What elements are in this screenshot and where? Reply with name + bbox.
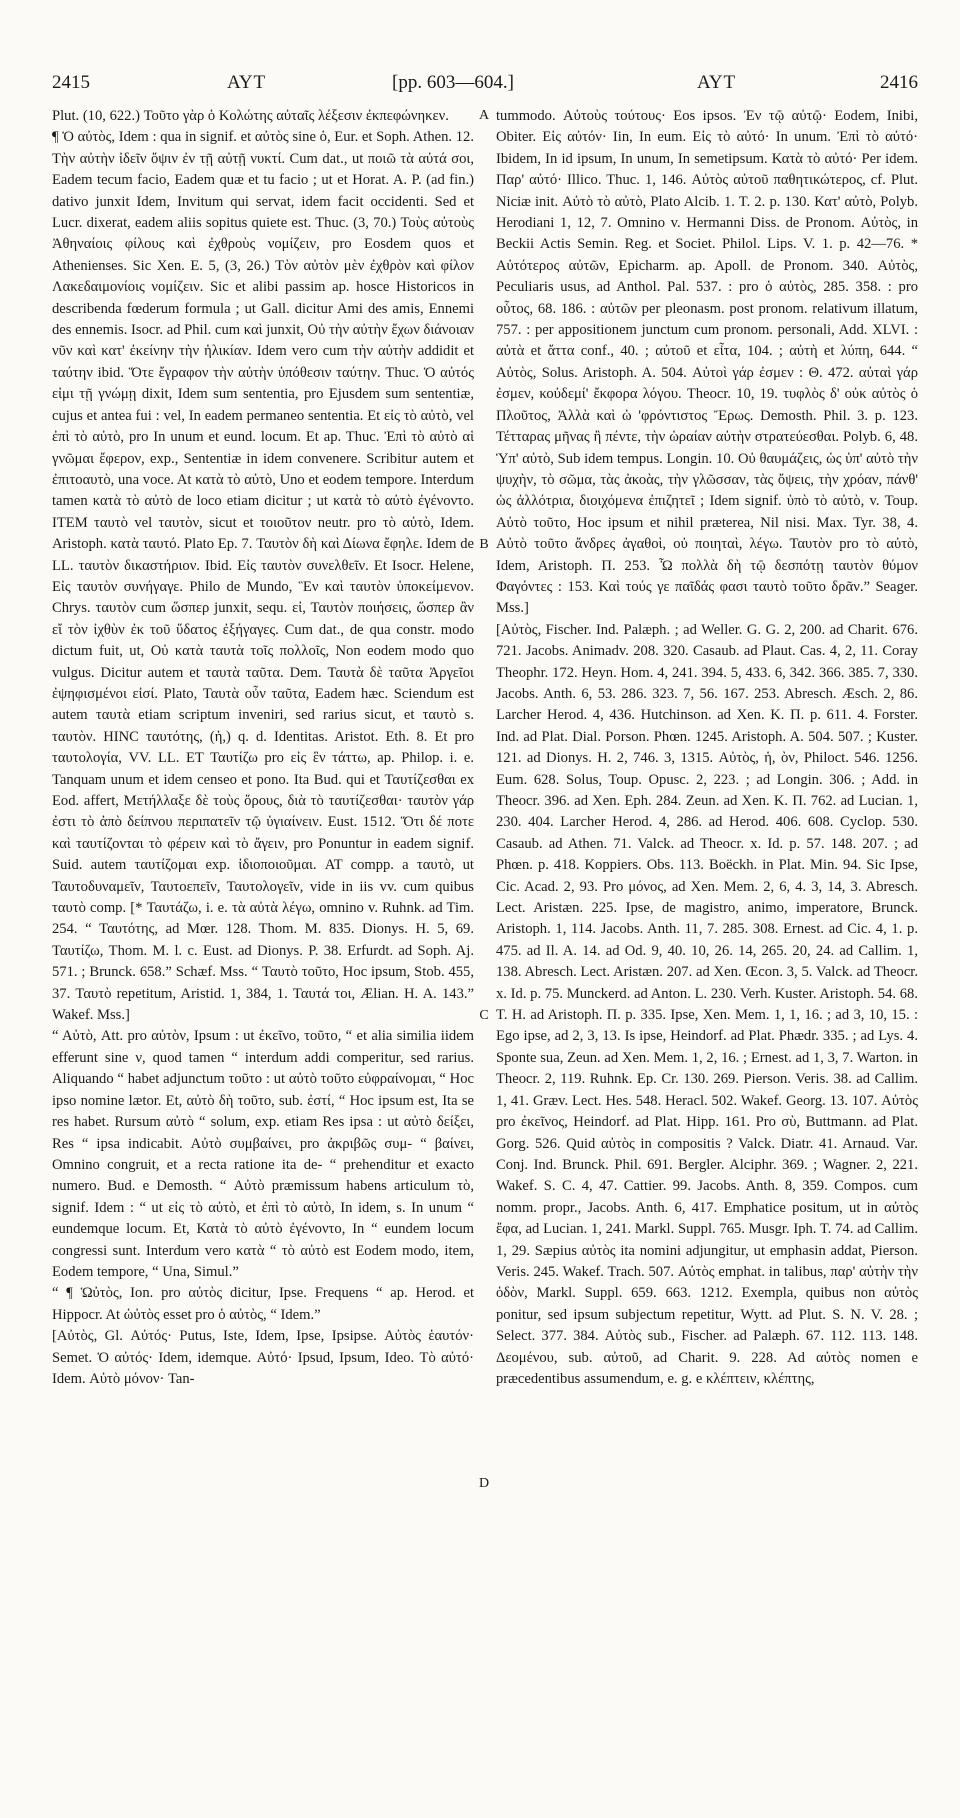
- entry-paragraph: [Αὐτὸς, Fischer. Ind. Palæph. ; ad Weller. G. G. 2, 200. ad Charit. 676. 721. Jacobs. Animadv. 208. 320. Casaub. ad Plaut. Cas. 4, 2, 11. Coray Theophr. 172. Heyn. Hom. 4, 241. 394. 5, 433. 6, 342. 366. 385. 7, 330. Jacobs. Anth. 6, 53. 286. 323. 7, 56. 167. 253. Abresch. Æsch. 2, 86. Larcher Herod. 4, 436. Hutchinson. ad Xen. K. Π. p. 611. 4. Forster. Ind. ad Plat. Dial. Porson. Phœn. 1245. Aristoph. A. 504. 507. ; Kuster. 121. ad Dionys. H. 2, 746. 3, 1315. Αὐτὸς, ἡ, ὸν, Philoct. 546. 1256. Eum. 628. Solus, Toup. Opusc. 2, 223. ; ad Longin. 306. ; Add. in Theocr. 396. ad Xen. Eph. 284. Zeun. ad Xen. K. Π. 762. ad Lucian. 1, 230. 404. Larcher Herod. 4, 286. ad Herod. 406. 608. Cyclop. 530. Casaub. ad Athen. 71. Valck. ad Theocr. x. Id. p. 57. 148. 207. ; ad Phœn. p. 418. Koppiers. Obs. 113. Boëckh. in Plat. Min. 94. Sic Ipse, Cic. Acad. 2, 93. Pro μόνος, ad Xen. Mem. 2, 6, 4. 3, 14, 3. Abresch. Lect. Aristæn. 225. Ipse, de magistro, animo, imperatore, Brunck. Aristoph. 1, 114. Jacobs. Anth. 11, 7. 285. 308. Ernest. ad Cic. 4, 1. p. 475. ad Il. A. 14. ad Od. 9, 40. 10, 26. 14, 265. 20, 24. ad Callim. 1, 138. Abresch. Lect. Aristæn. 207. ad Xen. Œcon. 3, 5. Valck. ad Theocr. x. Id. p. 75. Munckerd. ad Anton. L. 230. Verh. Kuster. Aristoph. 54. 68. T. H. ad Aristoph. Π. p. 335. Ipse, Xen. Mem. 1, 1, 16. ; ad 3, 10, 15. : Ego ipse, ad 2, 3, 13. Is ipse, Heindorf. ad Plat. Phædr. 335. ; ad Lys. 4. Sponte sua, Zeun. ad Xen. Mem. 1, 2, 16. ; Ernest. ad 1, 3, 7. Warton. in Theocr. 2, 119. Ruhnk. Ep. Cr. 130. 269. Pierson. Veris. 38. ad Callim. 1, 41. Græv. Lect. Hes. 548. Heracl. 502. Wakef. Georg. 13. 107. Αὐτὸς pro ἐκεῖνος, Heindorf. ad Plat. Hipp. 161. Pro σὺ, Buttmann. ad Plat. Gorg. 526. Quid αὐτὸς in compositis ? Valck. Diatr. 41. Arnaud. Var. Conj. Ind. Brunck. Phil. 691. Bergler. Alciphr. 369. ; Wagner. 2, 221. Wakef. S. C. 4, 47. Cattier. 99. Jacobs. Anth. 8, 359. Compos. cum nomm. propr., Jacobs. Anth. 6, 417. Emphatice positum, ut in αὐτὸς ἔφα, ad Lucian. 1, 241. Markl. Suppl. 765. Musgr. Iph. T. 74. ad Callim. 1, 29. Sæpius αὐτὸς ita nomini adjungitur, ut emphasin addat, Pierson. Veris. 245. Wakef. Trach. 507. Αὐτὸς emphat. in talibus, παρ' αὐτὴν τὴν ὁδὸν, Markl. Suppl. 659. 663. 1212. Exempla, quibus non αὐτὸς ponitur, sed ipsum subjectum repetitur, Wytt. ad Plut. S. N. V. 28. ; Select. 377. 384. Αὐτὸς sub., Fischer. ad Palæph. 67. 112. 113. 148. Δεομένου, sub. αὐτοῦ, ad Charit. 9. 228. Ad αὐτὸς nomen e præcedentibus assumendum, e. g. e κλέπτειν, κλέπτης,: [496, 621, 918, 1387]
- section-marker-a: A: [478, 108, 490, 123]
- entry-paragraph: tummodo. Αὐτοὺς τούτους· Eos ipsos. Ἐν τῷ αὐτῷ· Eodem, Inibi, Obiter. Εἰς αὐτόν· Iin, In eum. Εἰς τὸ αὐτό· In unum. Ἐπὶ τὸ αὐτό· Ibidem, In id ipsum, In unum, In semetipsum. Κατὰ τὸ αὐτό· Per idem. Παρ' αὐτό· Illico. Thuc. 1, 146. Αὐτὸς αὐτοῦ παθητικώτερος, cf. Plut. Niciæ init. Αὐτὸ τὸ αὐτὸ, Plato Alcib. 1. T. 2. p. 130. Κατ' αὐτὸ, Polyb. Herodiani 1, 12, 7. Omnino v. Hermanni Diss. de Pronom. Αὐτὸς, in Beckii Actis Semin. Reg. et Societ. Philol. Lips. V. 1. p. 42—76. * Αὐτότερος αὐτῶν, Epicharm. ap. Apoll. de Pronom. 340. Αὐτὸς, Peculiaris usus, ad Anthol. Pal. 537. : pro ὁ αὐτὸς, 285. 358. : pro οὗτος, 68. 186. : αὐτῶν per pleonasm. post pronom. relativum illatum, 757. : per appositionem junctum cum pronom. personali, Add. XLVI. : αὐτὰ et ἄττα conf., 40. ; αὐτοῦ et εἶτα, 104. ; αὐτὴ et λύπη, 644. “ Αὐτὸς, Solus. Aristoph. A. 504. Αὐτοὶ γάρ ἐσμεν : Θ. 472. αὐταὶ γάρ ἐσμεν, κοὐδεμί' ἔκφορα λόγου. Theocr. 10, 19. τυφλὸς δ' οὐκ αὐτὸς ὁ Πλοῦτος, Ἀλλὰ καὶ ὡ 'φρόντιστος Ἔρως. Demosth. Phil. 3. p. 123. Τέτταρας μῆνας ἢ πέντε, τὴν ὡραίαν αὐτὴν στρατεύεσθαι. Polyb. 6, 48. Ὑπ' αὐτὸ, Sub idem tempus. Longin. 10. Οὐ θαυμάζεις, ὡς ὑπ' αὐτὸ τὴν ψυχὴν, τὸ σῶμα, τὰς ἀκοὰς, τὴν γλῶσσαν, τὰς ὄψεις, τὴν χρόαν, πάνθ' ὡς ἀλλότρια, διοιχόμενα ἐπιζητεῖ ; Idem signif. ὑπὸ τὸ αὐτὸ, v. Toup. Αὐτὸ τοῦτο, Hoc ipsum et nihil præterea, Nil nisi. Max. Tyr. 38, 4. Αὐτὸ τοῦτο ἄνδρες ἀγαθοὶ, οὐ ποιηταὶ, λέγω. Ταυτὸν pro τὸ αὐτὸ, Idem, Aristoph. Π. 253. Ὦ πολλὰ δὴ τῷ δεσπότῃ ταυτὸν θύμον Φαγόντες : 153. Καὶ τούς γε παῖδάς φασι ταυτὸ τοῦτο δρᾶν.” Seager. Mss.]: [496, 108, 918, 617]
- column-number-left: 2415: [52, 72, 90, 93]
- column-number-right: 2416: [880, 72, 918, 93]
- right-column: [496, 106, 918, 1796]
- entry-paragraph: “ Αὐτὸ, Att. pro αὐτὸν, Ipsum : ut ἐκεῖνο, τοῦτο, “ et alia similia iidem efferunt sine ν, quod tamen “ interdum addi comperitur, sed rarius. Aliquando “ habet adjunctum τοῦτο : ut αὐτὸ τοῦτο εὐφραίνομαι, “ Hoc ipso nomine lætor. Et, αὐτὸ δὴ τοῦτο, sub. ἐστί, “ Hoc ipsum est, Ita se res habet. Rursum αὐτὸ “ solum, exp. etiam Res ipsa : ut αὐτὸ δείξει, Res “ ipsa indicabit. Αὐτὸ συμβαίνει, pro ἀκριβῶς συμ- “ βαίνει, Omnino congruit, et a recta ratione ita de- “ prehenditur et exacto numero. Bud. e Demosth. “ Αὐτὸ præmissum habens articulum τὸ, signif. Idem : “ ut εἰς τὸ αὐτὸ, et ἐπὶ τὸ αὐτὸ, In idem, s. In unum “ eundemque locum. Et, Κατὰ τὸ αὐτὸ ἐγένοντο, In “ eundem locum congressi sunt. Interdum vero κατὰ “ τὸ αὐτὸ est Eodem modo, item, Eodem tempore, “ Una, Simul.”: [52, 1028, 474, 1280]
- running-header: [52, 72, 918, 102]
- headword-right: ΑΥΤ: [697, 72, 737, 93]
- left-column: [52, 106, 474, 1796]
- page-reference: [pp. 603—604.]: [392, 72, 514, 93]
- headword-left: ΑΥΤ: [227, 72, 267, 93]
- section-marker-d: D: [478, 1476, 490, 1491]
- entry-paragraph: ¶ Ὁ αὐτὸς, Idem : qua in signif. et αὐτὸς sine ὁ, Eur. et Soph. Athen. 12. Τὴν αὐτὴν ἰδεῖν ὄψιν ἐν τῇ αὐτῇ νυκτί. Cum dat., ut ποιῶ τὰ αὐτά σοι, Eadem tecum facio, Eadem quæ et tu facio ; ut et Horat. A. P. (ad fin.) dativo junxit Idem, Invitum qui servat, idem facit occidenti. Sed et Lucr. dixerat, eadem aliis sopitus quiete est. Thuc. (3, 70.) Τοὺς αὐτοὺς Ἀθηναίοις φίλους καὶ ἐχθροὺς νομίζειν, pro Eosdem quos et Athenienses. Sic Xen. E. 5, (3, 26.) Τὸν αὐτὸν μὲν ἐχθρὸν καὶ φίλον Λακεδαιμονίοις νομίζειν. Sic et alibi passim ap. hosce Historicos in describenda fœderum formula ; ut Gall. dicitur Ami des amis, Ennemi des ennemis. Isocr. ad Phil. cum καὶ junxit, Οὐ τὴν αὐτὴν ἔχων διάνοιαν νῦν καὶ κατ' ἐκείνην τὴν ἡλικίαν. Idem vero cum τὴν αὐτὴν addidit et ταύτην ibid. Ὅτε ἔγραφον τὴν αὐτὴν ὑπόθεσιν ταύτην. Thuc. Ὁ αὐτός εἰμι τῇ γνώμῃ dixit, Idem sum sententia, pro Ejusdem sum sententiæ, cujus et antea fui : vel, In eadem permaneo sententia. Et εἰς τὸ αὐτὸ, vel ἐπὶ τὸ αὐτὸ, pro In unum et eund. locum. Et ap. Thuc. Ἐπὶ τὸ αὐτὸ αἱ γνῶμαι ἔφερον, exp., Sententiæ in idem convenere. Scribitur autem et ἐπιτοαυτὸ, una voce. At κατὰ τὸ αὐτὸ, Uno et eodem tempore. Interdum tamen κατὰ τὸ αὐτὸ de loco etiam dicitur ; ut κατὰ τὸ αὐτὸ ἐγένοντο. ITEM ταυτὸ vel ταυτὸν, sicut et τοιοῦτον neutr. pro τὸ αὐτὸ, Idem. Aristoph. κατὰ ταυτό. Plato Ep. 7. Ταυτὸν δὴ καὶ Δίωνα ἔφηλε. Idem de LL. ταυτὸν δικαστήριον. Ibid. Εἰς ταυτὸν συνελθεῖν. Et Isocr. Helene, Εἰς ταυτὸν συνήγαγε. Philo de Mundo, Ἓν καὶ ταυτὸν ὑποκείμενον. Chrys. ταυτὸν cum ὥσπερ junxit, sequ. εἰ, Ταυτὸν ποιήσεις, ὥσπερ ἂν εἴ τὸν ἰχθὺν ἐκ τοῦ ὕδατος ἐξήγαγες. Cum dat., de qua constr. modo dictum fuit, ut, Οὐ κατὰ ταυτὰ τοῖς πολλοῖς, Non eodem modo quo vulgus. Dicitur autem et ταυτὰ ταῦτα. Dem. Ταυτὰ δὲ ταῦτα Ἀργεῖοι ἐψηφισμένοι εἰσί. Plato, Ταυτὰ οὖν ταῦτα, Eadem hæc. Sciendum est autem ταυτὰ etiam scriptum inveniri, sed rarius sicut, et ταυτὸ s. ταυτὸν. HINC ταυτότης, (ἡ,) q. d. Identitas. Aristot. Eth. 8. Et pro ταυτολογία, VV. LL. ET Ταυτίζω pro εἰς ἓν τάττω, ap. Philop. i. e. Tanquam unum et idem censeo et pono. Ita Bud. qui et Ταυτίζεσθαι ex Eod. affert, Μετήλλαξε δὲ τοὺς ὅρους, διὰ τὸ ταυτίζεσθαι· ταυτὸν γάρ ἐστι τὸ ἀπὸ δείπνου περιπατεῖν τῷ ὑγιαίνειν. Eust. 1512. Ὅτι δέ ποτε καὶ ταυτίζονται τὸ φέρειν καὶ τὸ ἄγειν, pro Ponuntur in eadem signif. Suid. autem ταυτίζομαι exp. ἰδιοποιοῦμαι. AT compp. a ταυτὸ, ut Ταυτοδυναμεῖν, Ταυτοεπεῖν, Ταυτολογεῖν, vide in iis vv. cum quibus ταυτὸ comp. [* Ταυτάζω, i. e. τὰ αὐτὰ λέγω, omnino v. Ruhnk. ad Tim. 254. “ Ταυτότης, ad Mœr. 128. Thom. M. 835. Dionys. H. 5, 69. Ταυτίζω, Thom. M. l. c. Eust. ad Dionys. P. 38. Erfurdt. ad Soph. Aj. 571. ; Brunck. 658.” Schæf. Mss. “ Ταυτὸ τοῦτο, Hoc ipsum, Stob. 455, 37. Ταυτὸ repetitum, Aristid. 1, 384, 1. Ταυτά τοι, Ælian. H. A. 143.” Wakef. Mss.]: [52, 129, 474, 1024]
- section-marker-c: C: [479, 1008, 489, 1023]
- entry-paragraph: Plut. (10, 622.) Τοῦτο γὰρ ὁ Κολώτης αὐταῖς λέξεσιν ἐκπεφώνηκεν.: [52, 108, 449, 124]
- entry-paragraph: [Αὐτὸς, Gl. Αὐτός· Putus, Iste, Idem, Ipse, Ipsipse. Αὐτὸς ἑαυτόν· Semet. Ὁ αὐτός· Idem, idemque. Αὐτό· Ipsud, Ipsum, Ideo. Τὸ αὐτό· Idem. Αὐτὸ μόνον· Tan-: [52, 1328, 474, 1387]
- entry-paragraph: “ ¶ Ὡὐτὸς, Ion. pro αὐτὸς dicitur, Ipse. Frequens “ ap. Herod. et Hippocr. At ὡὐτὸς esset pro ὁ αὐτὸς, “ Idem.”: [52, 1285, 474, 1323]
- section-marker-b: B: [479, 537, 489, 552]
